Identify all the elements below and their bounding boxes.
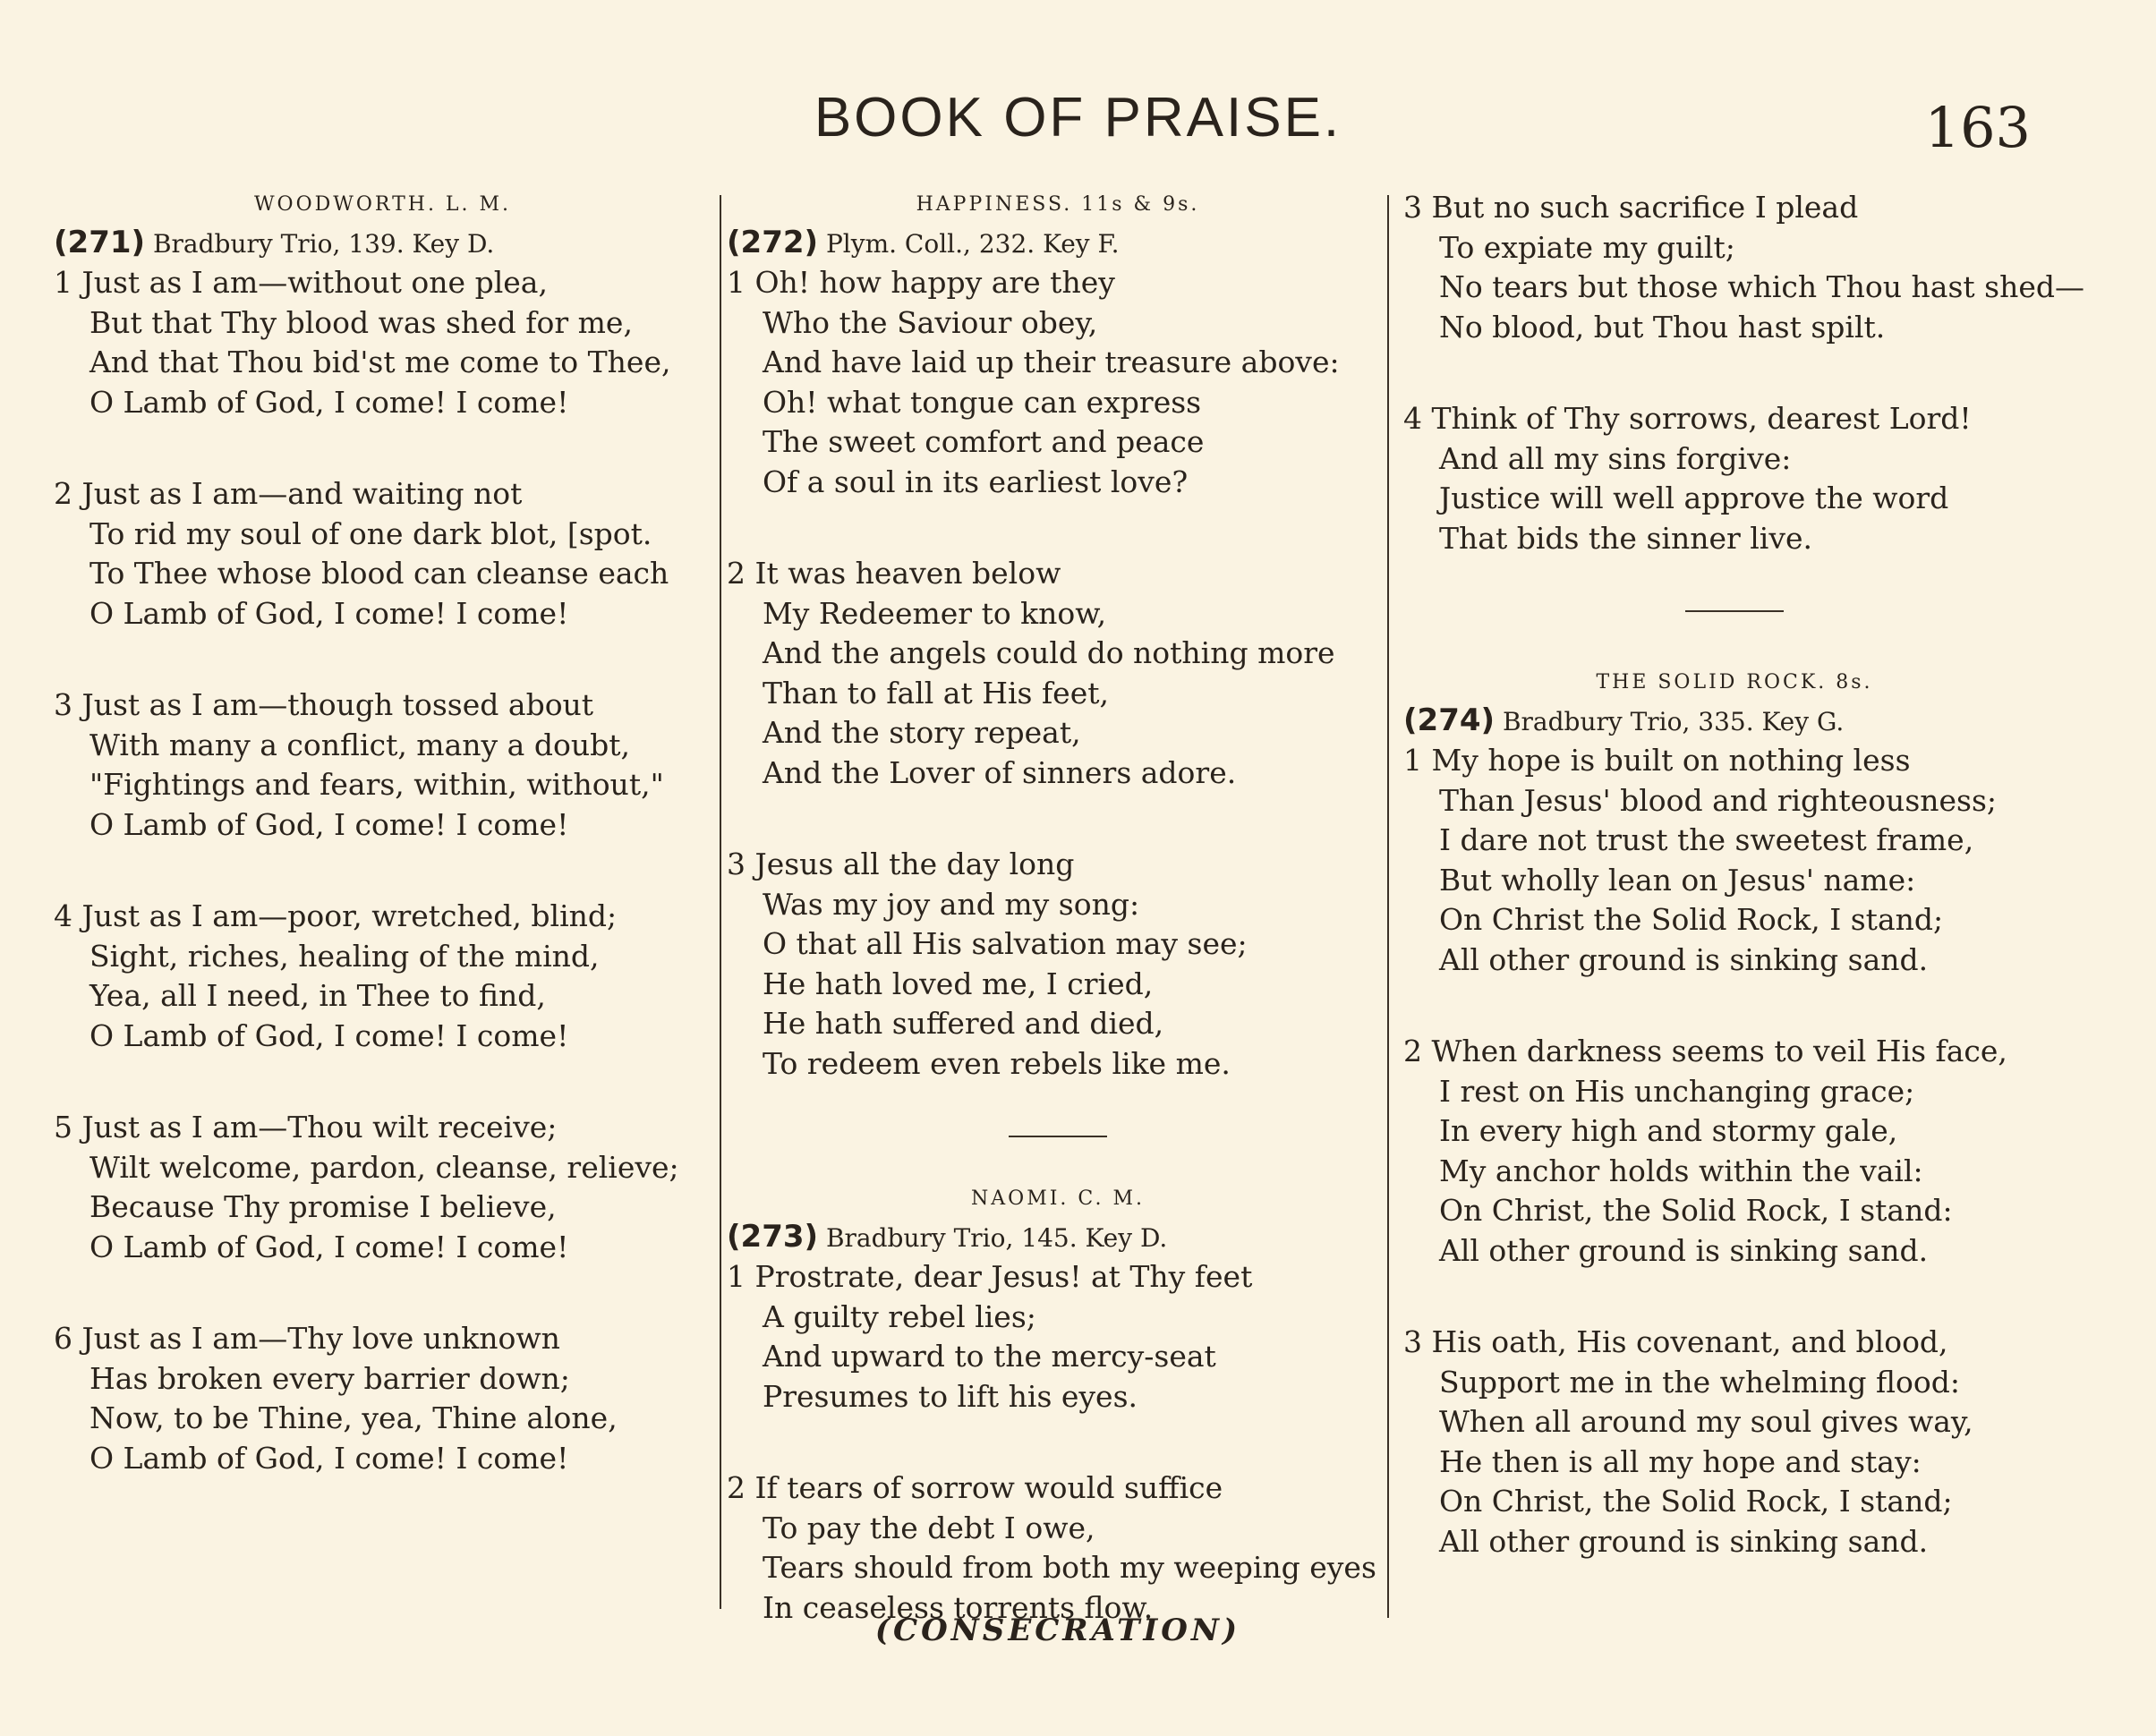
verse-line: Support me in the whelming flood: <box>1439 1364 1960 1400</box>
verse-line: No blood, but Thou hast spilt. <box>1439 309 1886 345</box>
stanza <box>54 1108 712 1267</box>
verse-line: Wilt welcome, pardon, cleanse, relieve; <box>89 1149 679 1185</box>
next-section-cue: (CONSECRATION) <box>874 1613 1241 1648</box>
verse-line: 3 Just as I am—though tossed about <box>54 687 594 722</box>
tune-heading: WOODWORTH. L. M. <box>253 193 512 216</box>
stanza <box>1403 1323 2066 1562</box>
verse-line: Sight, riches, healing of the mind, <box>89 938 600 974</box>
stanza <box>727 1468 1389 1628</box>
column-middle <box>727 188 1389 1680</box>
hymn-reference <box>727 222 1389 263</box>
page-number: 163 <box>1924 95 2031 160</box>
verse-line: Tears should from both my weeping eyes <box>763 1550 1376 1585</box>
stanza <box>1403 741 2066 980</box>
verse-line: And the Lover of sinners adore. <box>763 754 1237 790</box>
hymn-reference <box>1403 700 2066 741</box>
verse-line: O Lamb of God, I come! I come! <box>89 1229 569 1264</box>
verse-line: And have laid up their treasure above: <box>763 345 1340 379</box>
verse-line: Now, to be Thine, yea, Thine alone, <box>89 1400 618 1435</box>
verse-line: 2 If tears of sorrow would suffice <box>727 1470 1223 1505</box>
verse-line: Of a soul in its earliest love? <box>763 464 1189 499</box>
hymn-source: Plym. Coll., 232. Key F. <box>818 229 1120 259</box>
verse-line: Justice will well approve the word <box>1439 481 1949 515</box>
stanza <box>1403 188 2084 347</box>
verse-line: In every high and stormy gale, <box>1439 1113 1898 1148</box>
verse-line: With many a conflict, many a doubt, <box>89 727 630 762</box>
verse-line: In ceaseless torrents flow. <box>763 1589 1154 1625</box>
tune-heading: HAPPINESS. 11s & 9s. <box>916 193 1200 216</box>
verse-line: 1 Just as I am—without one plea, <box>54 265 548 300</box>
verse-line: Than Jesus' blood and righteousness; <box>1439 782 1998 818</box>
verse-line: My Redeemer to know, <box>763 595 1107 631</box>
hymn-274-stanzas <box>1403 741 2066 1562</box>
stanza <box>727 263 1389 502</box>
verse-line: Yea, all I need, in Thee to find, <box>89 978 546 1013</box>
hymn-number: (274) <box>1403 702 1496 738</box>
verse-line: On Christ, the Solid Rock, I stand: <box>1439 1193 1953 1228</box>
verse-line: And the story repeat, <box>763 715 1081 750</box>
verse-line: 3 But no such sacrifice I plead <box>1403 190 1859 225</box>
verse-line: He hath loved me, I cried, <box>763 966 1154 1001</box>
hymn-reference <box>727 1216 1389 1257</box>
verse-line: 1 My hope is built on nothing less <box>1403 743 1911 778</box>
verse-line: 4 Just as I am—poor, wretched, blind; <box>54 898 618 933</box>
verse-line: On Christ, the Solid Rock, I stand; <box>1439 1484 1953 1519</box>
stanza <box>54 474 712 634</box>
verse-line: When all around my soul gives way, <box>1439 1404 1973 1439</box>
column-right <box>1403 188 2084 1613</box>
verse-line: O that all His salvation may see; <box>763 926 1248 961</box>
verse-line: But that Thy blood was shed for me, <box>89 304 633 340</box>
tune-heading: NAOMI. C. M. <box>971 1187 1145 1210</box>
stanza <box>54 897 712 1056</box>
verse-line: Has broken every barrier down; <box>89 1360 570 1396</box>
verse-line: Was my joy and my song: <box>763 886 1140 922</box>
stanza <box>727 1257 1389 1417</box>
column-left <box>54 188 712 1530</box>
verse-line: O Lamb of God, I come! I come! <box>89 384 569 420</box>
verse-line: O Lamb of God, I come! I come! <box>89 1440 569 1476</box>
page-title: BOOK OF PRAISE. <box>814 87 1342 149</box>
verse-line: 2 When darkness seems to veil His face, <box>1403 1034 2007 1068</box>
hymn-273-continued-stanzas <box>1403 188 2084 558</box>
verse-line: 1 Oh! how happy are they <box>727 265 1115 300</box>
section-rule <box>1009 1136 1107 1137</box>
verse-line: "Fightings and fears, within, without," <box>89 767 664 802</box>
verse-line: All other ground is sinking sand. <box>1439 941 1929 977</box>
verse-line: 5 Just as I am—Thou wilt receive; <box>54 1110 558 1145</box>
verse-line: And all my sins forgive: <box>1439 440 1792 476</box>
verse-line: Oh! what tongue can express <box>763 384 1202 420</box>
verse-line: Than to fall at His feet, <box>763 675 1109 711</box>
verse-line: O Lamb of God, I come! I come! <box>89 806 569 842</box>
verse-line: No tears but those which Thou hast shed— <box>1439 269 2084 304</box>
verse-line: I rest on His unchanging grace; <box>1439 1073 1915 1109</box>
stanza <box>54 263 712 422</box>
verse-line: To redeem even rebels like me. <box>763 1045 1231 1081</box>
stanza <box>54 685 712 845</box>
stanza <box>1403 399 2066 558</box>
verse-line: That bids the sinner live. <box>1439 520 1813 556</box>
hymn-source: Bradbury Trio, 145. Key D. <box>818 1223 1168 1253</box>
hymn-number: (272) <box>727 225 819 260</box>
verse-line: And the angels could do nothing more <box>763 635 1335 670</box>
hymn-number: (271) <box>54 225 146 260</box>
verse-line: Because Thy promise I believe, <box>89 1189 557 1224</box>
stanza <box>1403 1032 2066 1271</box>
verse-line: And upward to the mercy-seat <box>763 1339 1216 1374</box>
verse-line: 4 Think of Thy sorrows, dearest Lord! <box>1403 401 1972 436</box>
verse-line: My anchor holds within the vail: <box>1439 1153 1923 1188</box>
verse-line: 3 His oath, His covenant, and blood, <box>1403 1324 1948 1359</box>
verse-line: To Thee whose blood can cleanse each <box>89 556 669 591</box>
verse-line: He then is all my hope and stay: <box>1439 1443 1922 1479</box>
verse-line: 3 Jesus all the day long <box>727 847 1075 881</box>
hymn-273-stanzas <box>727 1257 1389 1628</box>
verse-line: He hath suffered and died, <box>763 1006 1164 1041</box>
hymn-reference <box>54 222 712 263</box>
verse-line: 1 Prostrate, dear Jesus! at Thy feet <box>727 1259 1253 1294</box>
verse-line: 2 It was heaven below <box>727 556 1061 591</box>
verse-line: Who the Saviour obey, <box>763 304 1098 340</box>
verse-line: To rid my soul of one dark blot, [spot. <box>89 515 652 551</box>
hymn-272-stanzas <box>727 263 1389 1084</box>
verse-line: O Lamb of God, I come! I come! <box>89 595 569 631</box>
stanza <box>727 554 1389 793</box>
verse-line: Presumes to lift his eyes. <box>763 1378 1138 1414</box>
verse-line: The sweet comfort and peace <box>763 424 1205 459</box>
hymn-source: Bradbury Trio, 139. Key D. <box>145 229 495 259</box>
stanza <box>54 1319 712 1478</box>
verse-line: To expiate my guilt; <box>1439 229 1735 265</box>
hymn-271-stanzas <box>54 263 712 1478</box>
hymn-source: Bradbury Trio, 335. Key G. <box>1495 707 1845 736</box>
verse-line: But wholly lean on Jesus' name: <box>1439 862 1916 898</box>
column-divider <box>720 195 721 1609</box>
section-rule <box>1685 610 1784 612</box>
verse-line: All other ground is sinking sand. <box>1439 1523 1929 1559</box>
verse-line: On Christ the Solid Rock, I stand; <box>1439 902 1944 937</box>
running-head <box>0 86 2156 160</box>
verse-line: 6 Just as I am—Thy love unknown <box>54 1321 560 1356</box>
stanza <box>727 845 1389 1084</box>
hymn-number: (273) <box>727 1219 819 1255</box>
verse-line: And that Thou bid'st me come to Thee, <box>89 345 671 379</box>
verse-line: I dare not trust the sweetest frame, <box>1439 822 1974 857</box>
verse-line: A guilty rebel lies; <box>763 1298 1036 1334</box>
verse-line: All other ground is sinking sand. <box>1439 1232 1929 1268</box>
verse-line: O Lamb of God, I come! I come! <box>89 1017 569 1053</box>
verse-line: 2 Just as I am—and waiting not <box>54 476 523 511</box>
verse-line: To pay the debt I owe, <box>763 1510 1095 1545</box>
tune-heading: THE SOLID ROCK. 8s. <box>1596 671 1873 694</box>
